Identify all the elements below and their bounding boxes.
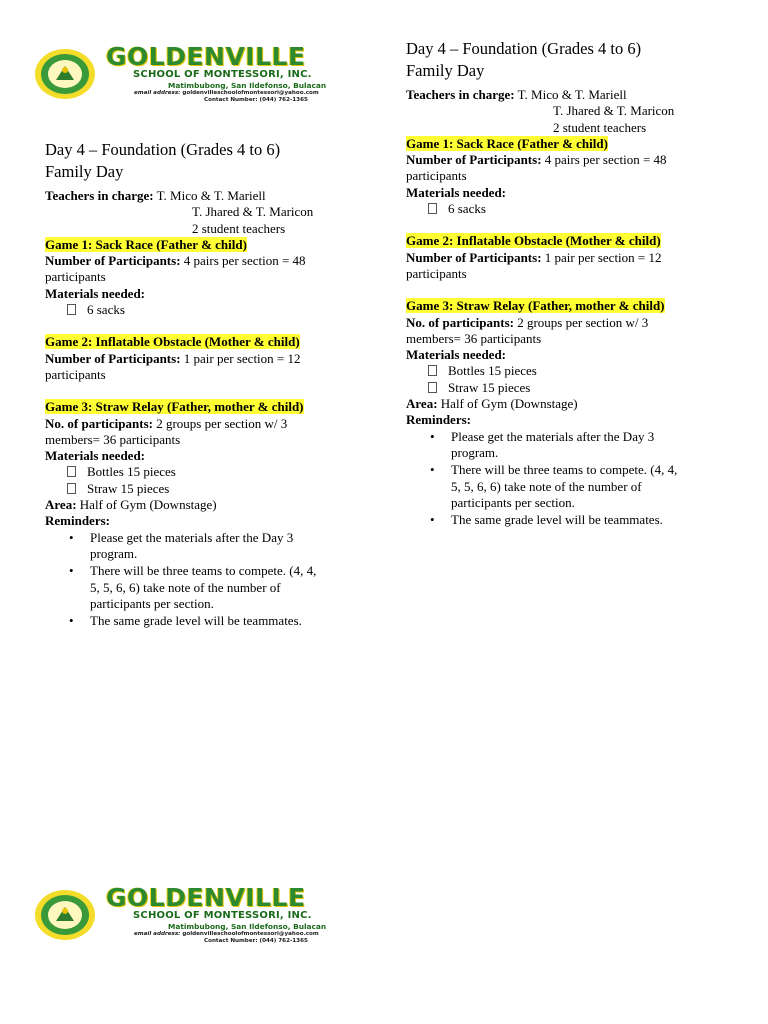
participants-label: Number of Participants: — [45, 350, 181, 366]
checkbox-bullet-icon — [67, 304, 76, 315]
reminder-item — [45, 563, 365, 612]
reminder-line: The same grade level will be teammates. — [90, 613, 302, 629]
game-3-participants — [406, 315, 726, 331]
reminders-list — [406, 429, 726, 529]
teacher-1: T. Mico & T. Mariell — [517, 87, 627, 102]
reminders-label: Reminders: — [45, 513, 110, 529]
game-1-materials-label: Materials needed: — [406, 184, 507, 200]
reminders-label: Reminders: — [406, 412, 471, 428]
game-2-participants — [406, 250, 726, 266]
material-item — [406, 363, 726, 379]
game-3-materials-label: Materials needed: — [45, 448, 146, 464]
participants-value: 1 pair per section = 12 — [183, 350, 301, 366]
participants-value: 1 pair per section = 12 — [544, 249, 662, 265]
teacher-2: T. Jhared & T. Maricon — [192, 204, 314, 220]
teachers-label: Teachers in charge: — [406, 87, 515, 102]
email-label: email address: — [134, 90, 181, 96]
teacher-3: 2 student teachers — [553, 119, 647, 135]
school-seal-icon — [34, 48, 96, 100]
school-subtitle: SCHOOL OF MONTESSORI, INC. — [133, 910, 312, 921]
game-1-participants-cont: participants — [406, 168, 467, 184]
game-3-area — [406, 396, 726, 412]
reminder-item — [45, 613, 365, 629]
school-subtitle: SCHOOL OF MONTESSORI, INC. — [133, 69, 312, 80]
game-1-participants — [406, 152, 726, 168]
game-2-participants-cont: participants — [406, 265, 467, 281]
area-label: Area: — [406, 396, 438, 412]
reminder-item — [45, 530, 365, 563]
reminder-line: program. — [90, 545, 138, 561]
participants-label: Number of Participants: — [406, 249, 542, 265]
checkbox-bullet-icon — [67, 466, 76, 477]
reminder-line: There will be three teams to compete. (4, 4, — [451, 462, 678, 478]
game-3-participants-cont: members= 36 participants — [406, 330, 542, 346]
game-1-participants — [45, 253, 365, 269]
material-text: 6 sacks — [87, 302, 125, 318]
game-3-title: Game 3: Straw Relay (Father, mother & child) — [406, 298, 665, 314]
area-value: Half of Gym (Downstage) — [440, 396, 578, 412]
program-left-column — [45, 139, 365, 630]
participants-value: 4 pairs per section = 48 — [544, 152, 667, 168]
participants-label: No. of participants: — [406, 314, 514, 330]
email-label: email address: — [134, 931, 181, 937]
participants-label: Number of Participants: — [45, 253, 181, 269]
game-3-heading — [45, 399, 365, 415]
school-address: Matimbubong, San Ildefonso, Bulacan — [168, 81, 327, 90]
teacher-1: T. Mico & T. Mariell — [156, 188, 266, 203]
school-address: Matimbubong, San Ildefonso, Bulacan — [168, 922, 327, 931]
game-2-title: Game 2: Inflatable Obstacle (Mother & child) — [45, 334, 300, 350]
school-contact: Contact Number: (044) 762-1365 — [204, 938, 308, 944]
program-right-column — [406, 38, 726, 529]
teachers-row — [45, 188, 365, 204]
checkbox-bullet-icon — [67, 483, 76, 494]
teachers-label: Teachers in charge: — [45, 188, 154, 203]
school-logo-footer — [34, 885, 370, 947]
reminder-line: participants per section. — [451, 494, 575, 510]
game-3-participants-cont: members= 36 participants — [45, 431, 181, 447]
participants-value: 2 groups per section w/ 3 — [156, 415, 288, 431]
reminder-line: 5, 5, 6, 6) take note of the number of — [451, 478, 642, 494]
school-email: goldenvilleschoolofmontessori@yahoo.com — [182, 931, 319, 937]
game-2-title: Game 2: Inflatable Obstacle (Mother & child) — [406, 233, 661, 249]
game-1-materials-label: Materials needed: — [45, 285, 146, 301]
title-line-2: Family Day — [406, 61, 485, 80]
game-2-participants — [45, 351, 365, 367]
game-1-participants-cont: participants — [45, 269, 106, 285]
title-line-1: Day 4 – Foundation (Grades 4 to 6) — [406, 39, 642, 58]
participants-value: 4 pairs per section = 48 — [183, 253, 306, 269]
reminder-line: Please get the materials after the Day 3 — [90, 529, 294, 545]
game-3-materials-label: Materials needed: — [406, 347, 507, 363]
reminder-item — [406, 429, 726, 462]
reminders-list — [45, 530, 365, 630]
area-label: Area: — [45, 497, 77, 513]
school-email: goldenvilleschoolofmontessori@yahoo.com — [182, 90, 319, 96]
material-item — [45, 481, 365, 497]
game-2-heading — [406, 233, 726, 249]
game-3-participants — [45, 416, 365, 432]
material-text: Straw 15 pieces — [448, 379, 531, 395]
game-3-title: Game 3: Straw Relay (Father, mother & child) — [45, 399, 304, 415]
title-line-1: Day 4 – Foundation (Grades 4 to 6) — [45, 140, 281, 159]
game-1-title: Game 1: Sack Race (Father & child) — [406, 135, 608, 151]
title-line-2: Family Day — [45, 162, 124, 181]
school-contact: Contact Number: (044) 762-1365 — [204, 97, 308, 103]
participants-label: Number of Participants: — [406, 152, 542, 168]
program-title — [45, 139, 365, 183]
checkbox-bullet-icon — [428, 382, 437, 393]
material-text: Straw 15 pieces — [87, 480, 170, 496]
game-2-participants-cont: participants — [45, 366, 106, 382]
participants-label: No. of participants: — [45, 415, 153, 431]
reminder-line: 5, 5, 6, 6) take note of the number of — [90, 579, 281, 595]
reminder-line: participants per section. — [90, 595, 214, 611]
area-value: Half of Gym (Downstage) — [79, 497, 217, 513]
program-title — [406, 38, 726, 82]
school-email-line — [134, 90, 319, 96]
game-3-area — [45, 497, 365, 513]
reminder-item — [406, 462, 726, 511]
teacher-3: 2 student teachers — [192, 220, 286, 236]
school-name: GOLDENVILLE — [106, 883, 306, 912]
reminder-line: Please get the materials after the Day 3 — [451, 428, 655, 444]
checkbox-bullet-icon — [428, 365, 437, 376]
participants-value: 2 groups per section w/ 3 — [517, 314, 649, 330]
school-seal-icon — [34, 889, 96, 941]
reminder-line: There will be three teams to compete. (4, 4, — [90, 563, 317, 579]
checkbox-bullet-icon — [428, 203, 437, 214]
material-item — [406, 201, 726, 217]
material-text: Bottles 15 pieces — [87, 464, 176, 480]
teacher-2: T. Jhared & T. Maricon — [553, 103, 675, 119]
material-item — [406, 380, 726, 396]
reminder-line: The same grade level will be teammates. — [451, 512, 663, 528]
school-logo-header — [34, 44, 370, 106]
game-3-heading — [406, 298, 726, 314]
game-1-title: Game 1: Sack Race (Father & child) — [45, 236, 247, 252]
school-name: GOLDENVILLE — [106, 42, 306, 71]
material-text: Bottles 15 pieces — [448, 363, 537, 379]
reminder-line: program. — [451, 444, 499, 460]
material-item — [45, 302, 365, 318]
material-item — [45, 464, 365, 480]
school-email-line — [134, 931, 319, 937]
game-1-heading — [406, 136, 726, 152]
teachers-row — [406, 87, 726, 103]
reminder-item — [406, 512, 726, 528]
material-text: 6 sacks — [448, 201, 486, 217]
game-1-heading — [45, 237, 365, 253]
game-2-heading — [45, 334, 365, 350]
